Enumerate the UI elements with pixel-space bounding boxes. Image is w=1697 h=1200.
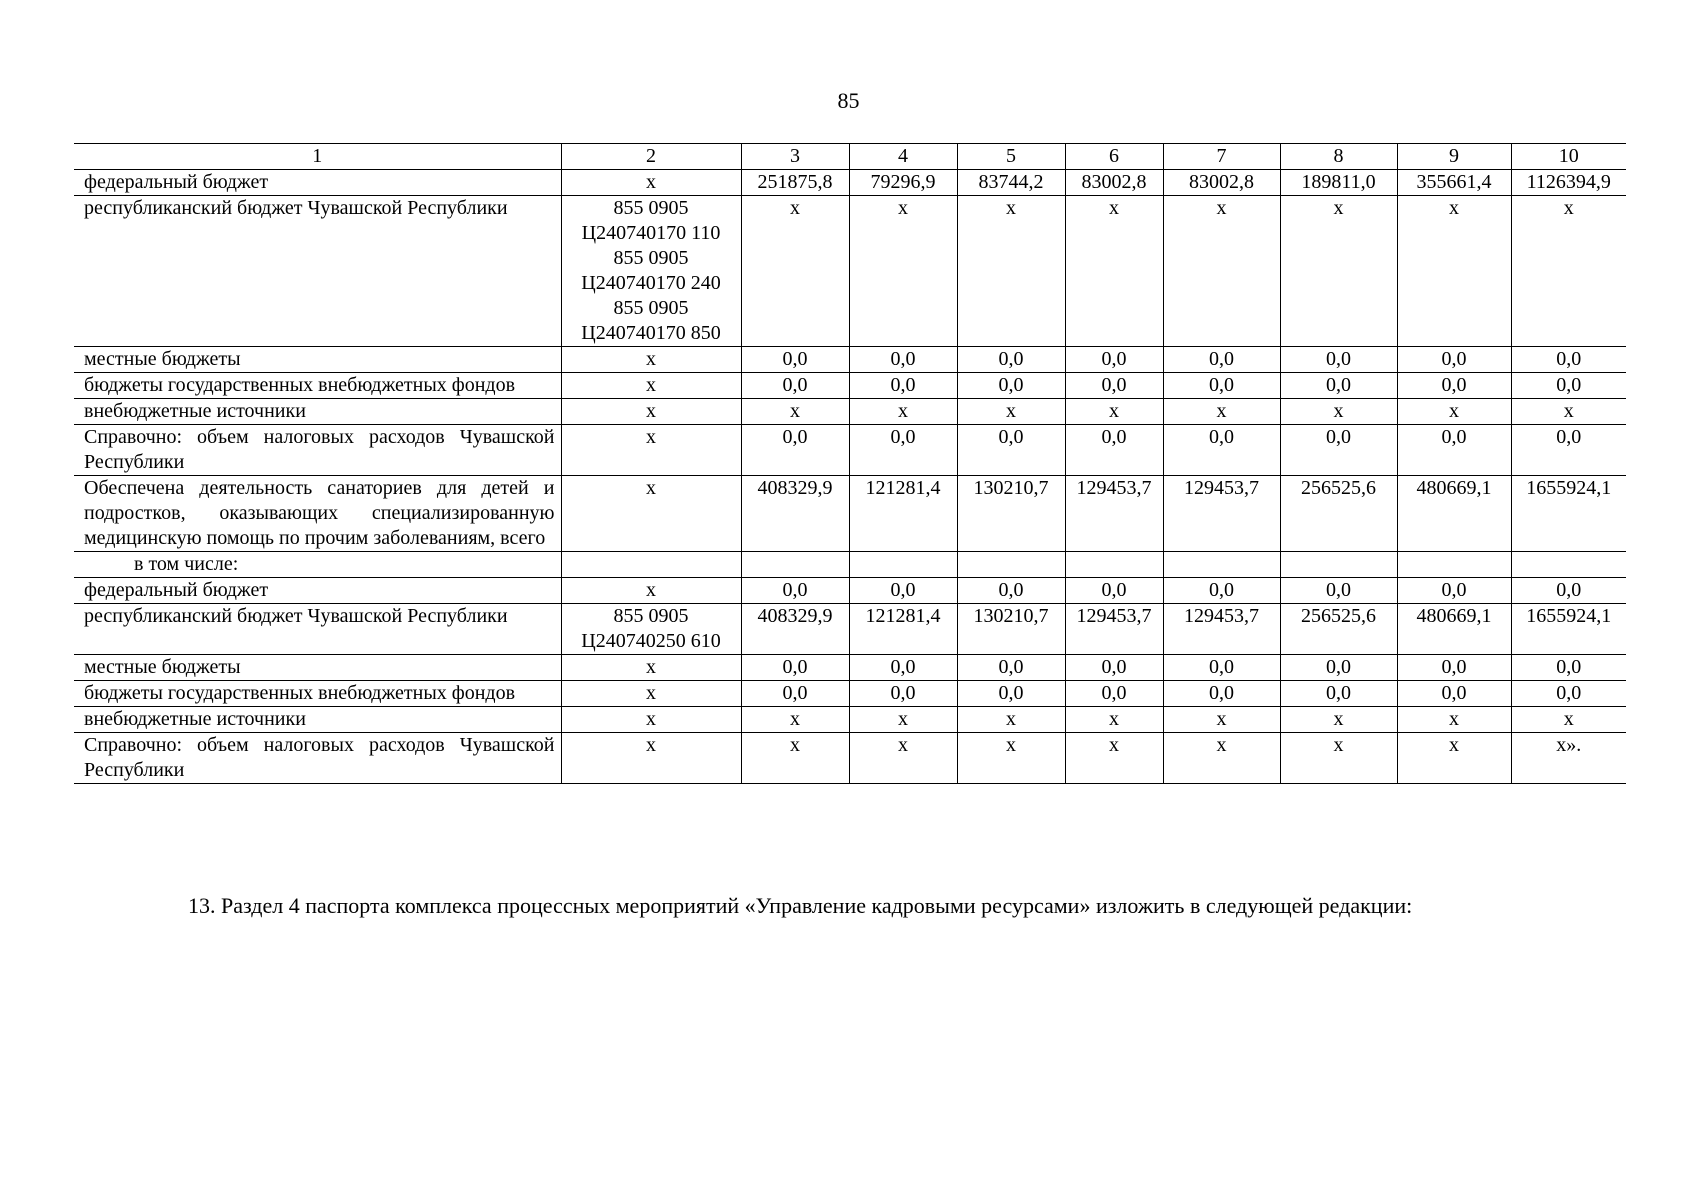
value-cell: 0,0 <box>1511 681 1626 707</box>
value-cell: 83002,8 <box>1163 170 1280 196</box>
table-row <box>74 655 1626 681</box>
row-label: внебюджетные источники <box>74 707 561 733</box>
value-cell: 0,0 <box>741 578 849 604</box>
value-cell: 0,0 <box>849 425 957 476</box>
value-cell: х <box>1397 733 1511 784</box>
row-label: федеральный бюджет <box>74 578 561 604</box>
value-cell <box>1280 552 1397 578</box>
value-cell: 0,0 <box>1065 655 1163 681</box>
value-cell: 0,0 <box>1280 578 1397 604</box>
table-row <box>74 347 1626 373</box>
column-header: 1 <box>74 144 561 170</box>
value-cell: х <box>849 707 957 733</box>
column-header: 7 <box>1163 144 1280 170</box>
value-cell: 0,0 <box>1397 373 1511 399</box>
value-cell: 0,0 <box>1511 578 1626 604</box>
column-header: 8 <box>1280 144 1397 170</box>
value-cell: х <box>1397 399 1511 425</box>
column-header: 10 <box>1511 144 1626 170</box>
value-cell: 0,0 <box>1065 373 1163 399</box>
value-cell: х <box>849 399 957 425</box>
value-cell <box>741 552 849 578</box>
table-row <box>74 552 1626 578</box>
value-cell: 0,0 <box>957 681 1065 707</box>
value-cell: 0,0 <box>741 425 849 476</box>
value-cell: х <box>1163 399 1280 425</box>
value-cell: 0,0 <box>1280 373 1397 399</box>
value-cell: 0,0 <box>1511 655 1626 681</box>
value-cell: 130210,7 <box>957 604 1065 655</box>
value-cell: х <box>1511 196 1626 347</box>
value-cell: х <box>957 733 1065 784</box>
value-cell: 408329,9 <box>741 604 849 655</box>
value-cell: 0,0 <box>1397 425 1511 476</box>
column-header: 9 <box>1397 144 1511 170</box>
value-cell: 480669,1 <box>1397 604 1511 655</box>
value-cell: 0,0 <box>957 578 1065 604</box>
column-header: 2 <box>561 144 741 170</box>
row-label: республиканский бюджет Чувашской Республики <box>74 604 561 655</box>
value-cell: 121281,4 <box>849 476 957 552</box>
table-row <box>74 399 1626 425</box>
table-row <box>74 604 1626 655</box>
value-cell: х <box>741 733 849 784</box>
value-cell: 0,0 <box>1397 655 1511 681</box>
budget-code-cell: х <box>561 655 741 681</box>
value-cell: 0,0 <box>1065 681 1163 707</box>
budget-code-cell: х <box>561 399 741 425</box>
value-cell: 0,0 <box>1163 655 1280 681</box>
value-cell: х <box>1280 196 1397 347</box>
budget-code-cell: х <box>561 425 741 476</box>
value-cell: х <box>1511 399 1626 425</box>
value-cell: х <box>1280 733 1397 784</box>
value-cell: 0,0 <box>741 655 849 681</box>
value-cell: 0,0 <box>1280 425 1397 476</box>
table-row <box>74 170 1626 196</box>
value-cell <box>1511 552 1626 578</box>
value-cell <box>1397 552 1511 578</box>
value-cell: 480669,1 <box>1397 476 1511 552</box>
value-cell: 0,0 <box>741 681 849 707</box>
value-cell: 83002,8 <box>1065 170 1163 196</box>
budget-code-cell: х <box>561 578 741 604</box>
value-cell: 0,0 <box>1065 347 1163 373</box>
row-label: внебюджетные источники <box>74 399 561 425</box>
value-cell: 251875,8 <box>741 170 849 196</box>
value-cell: 129453,7 <box>1065 604 1163 655</box>
value-cell: 0,0 <box>849 681 957 707</box>
budget-code-cell: х <box>561 733 741 784</box>
value-cell: 0,0 <box>1397 578 1511 604</box>
column-header: 6 <box>1065 144 1163 170</box>
value-cell: 408329,9 <box>741 476 849 552</box>
value-cell: х <box>1065 399 1163 425</box>
table-row <box>74 707 1626 733</box>
budget-code-cell: х <box>561 681 741 707</box>
row-label: местные бюджеты <box>74 347 561 373</box>
value-cell: 0,0 <box>1163 425 1280 476</box>
row-label: местные бюджеты <box>74 655 561 681</box>
value-cell: 129453,7 <box>1163 476 1280 552</box>
value-cell: 189811,0 <box>1280 170 1397 196</box>
value-cell: 0,0 <box>957 373 1065 399</box>
value-cell: 0,0 <box>1280 347 1397 373</box>
value-cell: 130210,7 <box>957 476 1065 552</box>
value-cell: 0,0 <box>1163 347 1280 373</box>
value-cell: 0,0 <box>957 347 1065 373</box>
value-cell: 0,0 <box>1065 425 1163 476</box>
value-cell: 0,0 <box>849 655 957 681</box>
value-cell: 0,0 <box>957 655 1065 681</box>
row-label: в том числе: <box>74 552 561 578</box>
value-cell: 0,0 <box>741 373 849 399</box>
row-label: федеральный бюджет <box>74 170 561 196</box>
value-cell: 0,0 <box>1163 373 1280 399</box>
value-cell: 0,0 <box>1280 655 1397 681</box>
budget-table <box>74 143 1626 784</box>
budget-code-cell: 855 0905 Ц240740250 610 <box>561 604 741 655</box>
value-cell: 1126394,9 <box>1511 170 1626 196</box>
value-cell: 0,0 <box>849 347 957 373</box>
value-cell: х <box>957 707 1065 733</box>
value-cell: х <box>1280 399 1397 425</box>
row-label: бюджеты государственных внебюджетных фондов <box>74 681 561 707</box>
table-row <box>74 578 1626 604</box>
value-cell: 0,0 <box>957 425 1065 476</box>
value-cell: х <box>741 196 849 347</box>
value-cell: х <box>849 733 957 784</box>
value-cell: 0,0 <box>1511 373 1626 399</box>
value-cell: 0,0 <box>1511 425 1626 476</box>
value-cell: 1655924,1 <box>1511 604 1626 655</box>
value-cell: х <box>957 196 1065 347</box>
value-cell: 0,0 <box>849 373 957 399</box>
value-cell: 256525,6 <box>1280 476 1397 552</box>
value-cell <box>1065 552 1163 578</box>
column-header: 5 <box>957 144 1065 170</box>
value-cell: х <box>741 707 849 733</box>
value-cell: х <box>1065 733 1163 784</box>
value-cell: 355661,4 <box>1397 170 1511 196</box>
value-cell: х <box>1065 707 1163 733</box>
budget-code-cell: х <box>561 170 741 196</box>
value-cell: х». <box>1511 733 1626 784</box>
value-cell: х <box>1397 196 1511 347</box>
value-cell: 129453,7 <box>1065 476 1163 552</box>
budget-code-cell: 855 0905 Ц240740170 110 855 0905 Ц240740170 240 855 0905 Ц240740170 850 <box>561 196 741 347</box>
page-number: 85 <box>837 88 860 113</box>
column-header: 4 <box>849 144 957 170</box>
value-cell <box>1163 552 1280 578</box>
value-cell: 0,0 <box>1397 347 1511 373</box>
value-cell: х <box>1163 196 1280 347</box>
value-cell: 0,0 <box>741 347 849 373</box>
instruction-paragraph: 13. Раздел 4 паспорта комплекса процессных мероприятий «Управление кадровыми ресурсами» изложить в следующей редакции: <box>188 893 1413 918</box>
value-cell: 0,0 <box>1163 681 1280 707</box>
value-cell: х <box>1163 707 1280 733</box>
table-row <box>74 196 1626 347</box>
row-label: Справочно: объем налоговых расходов Чувашской Республики <box>74 733 561 784</box>
row-label: Справочно: объем налоговых расходов Чувашской Республики <box>74 425 561 476</box>
table-row <box>74 681 1626 707</box>
value-cell: х <box>1280 707 1397 733</box>
row-label: Обеспечена деятельность санаториев для детей и подростков, оказывающих специализированную медицинскую помощь по прочим заболеваниям, всего <box>74 476 561 552</box>
row-label: республиканский бюджет Чувашской Республики <box>74 196 561 347</box>
value-cell: 0,0 <box>1511 347 1626 373</box>
table-row <box>74 373 1626 399</box>
value-cell: 0,0 <box>1397 681 1511 707</box>
value-cell: х <box>849 196 957 347</box>
value-cell: 121281,4 <box>849 604 957 655</box>
value-cell <box>849 552 957 578</box>
budget-code-cell: х <box>561 476 741 552</box>
value-cell: 129453,7 <box>1163 604 1280 655</box>
value-cell: х <box>741 399 849 425</box>
value-cell: 79296,9 <box>849 170 957 196</box>
value-cell <box>957 552 1065 578</box>
table-header-row <box>74 144 1626 170</box>
table-row <box>74 733 1626 784</box>
value-cell: 0,0 <box>1280 681 1397 707</box>
budget-code-cell: х <box>561 373 741 399</box>
value-cell: х <box>1065 196 1163 347</box>
value-cell: х <box>1397 707 1511 733</box>
value-cell: х <box>1163 733 1280 784</box>
budget-code-cell <box>561 552 741 578</box>
value-cell: 0,0 <box>1065 578 1163 604</box>
value-cell: 0,0 <box>849 578 957 604</box>
value-cell: 256525,6 <box>1280 604 1397 655</box>
row-label: бюджеты государственных внебюджетных фондов <box>74 373 561 399</box>
table-row <box>74 476 1626 552</box>
table-row <box>74 425 1626 476</box>
column-header: 3 <box>741 144 849 170</box>
value-cell: х <box>1511 707 1626 733</box>
value-cell: х <box>957 399 1065 425</box>
budget-code-cell: х <box>561 707 741 733</box>
value-cell: 0,0 <box>1163 578 1280 604</box>
budget-code-cell: х <box>561 347 741 373</box>
value-cell: 1655924,1 <box>1511 476 1626 552</box>
value-cell: 83744,2 <box>957 170 1065 196</box>
